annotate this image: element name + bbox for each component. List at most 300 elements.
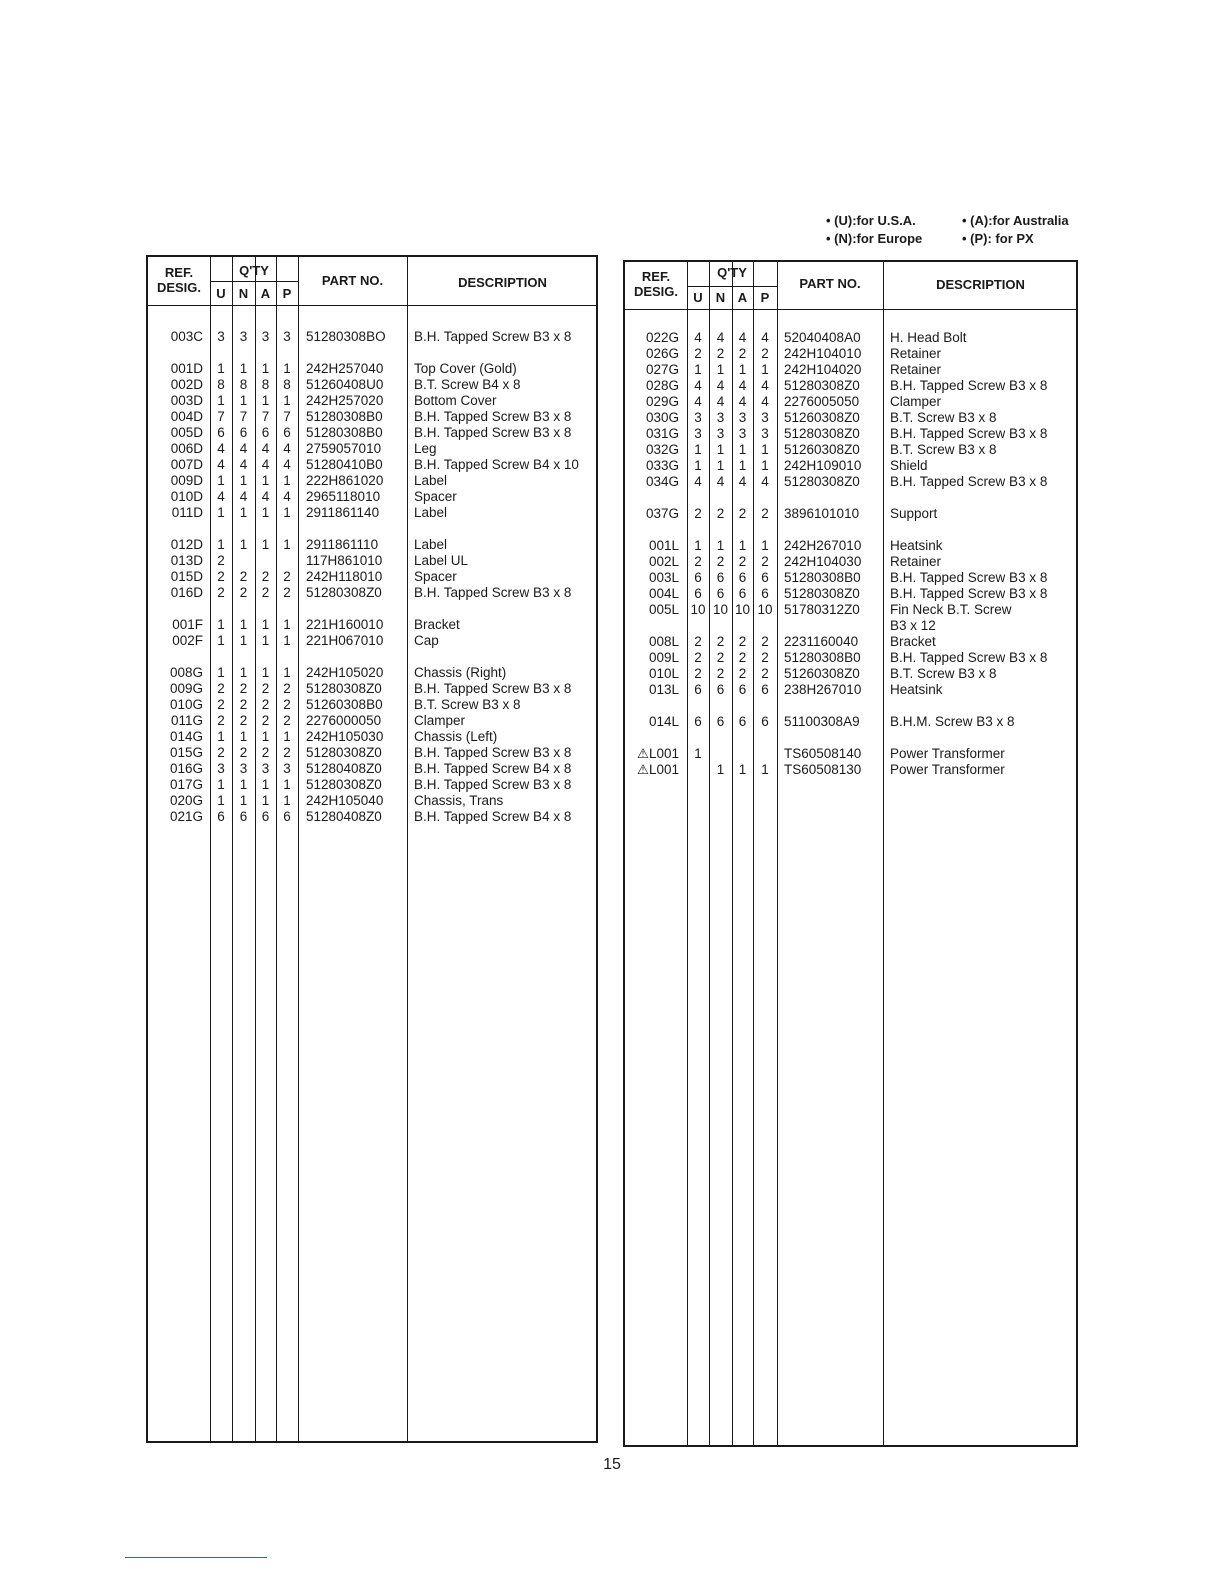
cell-ref: 029G: [645, 394, 679, 409]
cell-u: 2: [217, 697, 225, 712]
cell-p: 2: [761, 650, 769, 665]
cell-n: 1: [716, 458, 725, 473]
cell-n: 2: [239, 697, 248, 712]
cell-u: 4: [694, 394, 702, 409]
table-row: [148, 585, 596, 601]
cell-n: 7: [239, 409, 248, 424]
cell-a: 1: [261, 793, 270, 808]
cell-part: 117H861010: [306, 553, 383, 568]
cell-a: 6: [738, 714, 747, 729]
cell-p: 3: [283, 761, 291, 776]
cell-part: 51280308Z0: [306, 777, 382, 792]
cell-u: 4: [694, 378, 702, 393]
cell-part: 2759057010: [306, 441, 382, 456]
cell-part: 242H267010: [784, 538, 862, 553]
table-row: [148, 665, 596, 681]
cell-part: 2965118010: [306, 489, 381, 504]
cell-u: 1: [217, 777, 225, 792]
cell-a: 1: [261, 729, 270, 744]
table-row: [625, 458, 1076, 474]
cell-part: 3896101010: [784, 506, 860, 521]
table-row: [625, 570, 1076, 586]
cell-n: 4: [716, 378, 725, 393]
cell-desc: Label: [414, 505, 448, 520]
cell-part: 51280408Z0: [306, 761, 382, 776]
cell-ref: 033G: [645, 458, 679, 473]
cell-part: 51280308B0: [306, 409, 383, 424]
cell-a: 1: [738, 538, 747, 553]
cell-a: 6: [261, 425, 270, 440]
cell-desc: B.H. Tapped Screw B3 x 8: [414, 585, 572, 600]
cell-p: 4: [283, 457, 291, 472]
cell-u: 2: [217, 713, 225, 728]
cell-u: 1: [217, 393, 225, 408]
table-row: [625, 746, 1076, 762]
cell-n: 2: [716, 666, 725, 681]
table-row: [148, 761, 596, 777]
cell-part: 51280308Z0: [784, 474, 860, 489]
cell-desc: B.T. Screw B3 x 8: [890, 410, 997, 425]
cell-part: 51280308Z0: [306, 585, 382, 600]
cell-u: 1: [217, 537, 225, 552]
cell-n: 4: [239, 441, 248, 456]
cell-desc: Retainer: [890, 554, 942, 569]
cell-desc: B.H. Tapped Screw B3 x 8: [890, 378, 1048, 393]
cell-u: 2: [694, 634, 702, 649]
cell-p: 1: [283, 505, 291, 520]
cell-desc: B.H. Tapped Screw B3 x 8: [890, 570, 1048, 585]
cell-desc: Heatsink: [890, 682, 943, 697]
cell-a: 1: [261, 777, 270, 792]
cell-n: 1: [239, 729, 248, 744]
cell-a: 1: [261, 665, 270, 680]
cell-part: 242H105030: [306, 729, 384, 744]
cell-part: 2911861110: [306, 537, 379, 552]
table-row: [148, 809, 596, 825]
cell-a: 1: [261, 393, 270, 408]
cell-part: 2231160040: [784, 634, 859, 649]
header-desig: DESIG.: [156, 280, 202, 295]
legend-usa: • (U):for U.S.A.: [826, 213, 916, 228]
cell-part: 222H861020: [306, 473, 384, 488]
legend-px: • (P): for PX: [962, 231, 1034, 246]
cell-part: 51280308Z0: [306, 681, 382, 696]
cell-u: 4: [217, 489, 225, 504]
table-row: [148, 793, 596, 809]
cell-u: 1: [217, 633, 225, 648]
cell-ref: 001F: [172, 617, 203, 632]
table-row: [148, 729, 596, 745]
cell-a: 4: [261, 441, 270, 456]
table-row: [148, 361, 596, 377]
cell-n: 1: [239, 777, 248, 792]
legend-europe: • (N):for Europe: [826, 231, 923, 246]
table-row: [625, 618, 1076, 634]
cell-part: 242H257020: [306, 393, 384, 408]
cell-part: 221H067010: [306, 633, 384, 648]
cell-desc: B.H. Tapped Screw B4 x 8: [414, 809, 572, 824]
cell-desc: Clamper: [890, 394, 942, 409]
cell-a: 2: [738, 666, 747, 681]
header-p: P: [760, 290, 770, 305]
cell-p: 1: [283, 633, 291, 648]
cell-ref: 010G: [169, 697, 203, 712]
cell-part: 242H104030: [784, 554, 862, 569]
cell-desc: Retainer: [890, 346, 942, 361]
cell-n: 2: [716, 650, 725, 665]
legend-australia: • (A):for Australia: [962, 213, 1069, 228]
cell-desc: Bottom Cover: [414, 393, 497, 408]
table-row: [625, 554, 1076, 570]
header-part-no: PART NO.: [799, 276, 861, 291]
cell-ref: 012D: [170, 537, 203, 552]
cell-n: 2: [239, 681, 248, 696]
cell-p: 2: [283, 569, 291, 584]
cell-n: 6: [239, 425, 248, 440]
cell-p: 1: [761, 458, 769, 473]
cell-ref: 026G: [645, 346, 679, 361]
cell-u: 2: [217, 553, 225, 568]
cell-ref: 008L: [648, 634, 679, 649]
cell-a: 2: [261, 745, 270, 760]
table-row: [625, 682, 1076, 698]
cell-desc: Fin Neck B.T. Screw: [890, 602, 1012, 617]
cell-desc: B.H. Tapped Screw B3 x 8: [890, 586, 1048, 601]
table-row: [148, 441, 596, 457]
cell-ref: 004L: [648, 586, 679, 601]
cell-desc: B.H. Tapped Screw B3 x 8: [414, 745, 572, 760]
cell-u: 10: [690, 602, 706, 617]
cell-a: 1: [738, 442, 747, 457]
cell-u: 2: [217, 585, 225, 600]
cell-part: 242H104020: [784, 362, 862, 377]
cell-n: 2: [716, 506, 725, 521]
cell-desc: B.H. Tapped Screw B3 x 8: [890, 650, 1048, 665]
cell-part: TS60508130: [784, 762, 862, 777]
cell-ref: 002L: [648, 554, 679, 569]
table-row: [625, 410, 1076, 426]
cell-p: 10: [757, 602, 773, 617]
cell-a: 6: [738, 586, 747, 601]
cell-u: 2: [217, 569, 225, 584]
cell-p: 4: [283, 489, 291, 504]
cell-u: 1: [217, 361, 225, 376]
cell-a: 3: [738, 426, 747, 441]
cell-a: 1: [261, 617, 270, 632]
cell-desc: B.H. Tapped Screw B3 x 8: [890, 426, 1048, 441]
cell-ref: 003D: [170, 393, 203, 408]
header-a: A: [260, 286, 271, 301]
cell-part: 51260308Z0: [784, 666, 860, 681]
cell-u: 2: [694, 346, 702, 361]
cell-u: 1: [217, 473, 225, 488]
cell-desc: B.T. Screw B3 x 8: [890, 666, 997, 681]
header-qty: Q'TY: [717, 265, 747, 280]
cell-ref: 028G: [645, 378, 679, 393]
cell-desc: Cap: [414, 633, 439, 648]
cell-ref: 010D: [170, 489, 203, 504]
cell-p: 1: [283, 473, 291, 488]
cell-part: 51280410B0: [306, 457, 383, 472]
cell-p: 1: [283, 665, 291, 680]
table-row: [148, 329, 596, 345]
table-row: [148, 425, 596, 441]
cell-ref: 011G: [170, 713, 203, 728]
cell-part: TS60508140: [784, 746, 862, 761]
cell-a: 2: [738, 650, 747, 665]
header-part-no: PART NO.: [321, 273, 384, 288]
cell-part: 52040408A0: [784, 330, 861, 345]
cell-u: 6: [694, 586, 702, 601]
cell-p: 2: [761, 506, 769, 521]
cell-p: 8: [283, 377, 291, 392]
cell-ref: 004D: [170, 409, 203, 424]
cell-ref: ⚠L001: [636, 762, 679, 777]
cell-n: 8: [239, 377, 248, 392]
cell-a: 2: [738, 634, 747, 649]
cell-u: 1: [217, 793, 225, 808]
cell-desc: B3 x 12: [890, 618, 936, 633]
table-row: [625, 650, 1076, 666]
cell-part: 242H109010: [784, 458, 862, 473]
cell-part: 51280308Z0: [306, 745, 382, 760]
cell-p: 7: [283, 409, 291, 424]
cell-ref: 013D: [170, 553, 203, 568]
cell-desc: Top Cover (Gold): [414, 361, 517, 376]
cell-n: 2: [239, 745, 248, 760]
cell-u: 4: [694, 474, 702, 489]
table-row: [148, 409, 596, 425]
cell-u: 1: [217, 665, 225, 680]
cell-ref: 008G: [169, 665, 203, 680]
cell-part: 242H105020: [306, 665, 384, 680]
cell-p: 1: [761, 362, 769, 377]
cell-ref: 030G: [645, 410, 679, 425]
table-row: [625, 394, 1076, 410]
cell-a: 1: [261, 537, 270, 552]
cell-n: 1: [239, 633, 248, 648]
table-row: [148, 473, 596, 489]
table-row: [148, 393, 596, 409]
cell-ref: ⚠L001: [636, 746, 679, 761]
cell-n: 4: [239, 457, 248, 472]
cell-u: 8: [217, 377, 225, 392]
cell-desc: B.T. Screw B4 x 8: [414, 377, 521, 392]
table-row: [148, 697, 596, 713]
cell-a: 1: [738, 458, 747, 473]
cell-n: 1: [716, 538, 725, 553]
cell-u: 1: [217, 617, 225, 632]
cell-p: 6: [761, 570, 769, 585]
cell-a: 6: [738, 682, 747, 697]
cell-ref: 013L: [648, 682, 679, 697]
cell-ref: 001L: [648, 538, 679, 553]
cell-n: 1: [239, 473, 248, 488]
cell-n: 4: [716, 474, 725, 489]
cell-ref: 027G: [645, 362, 679, 377]
table-row: [625, 442, 1076, 458]
cell-u: 6: [217, 809, 225, 824]
cell-u: 3: [217, 329, 225, 344]
parts-table-left: [146, 255, 598, 1443]
cell-u: 1: [694, 746, 702, 761]
cell-desc: Bracket: [414, 617, 460, 632]
cell-desc: Chassis (Right): [414, 665, 507, 680]
cell-desc: B.H. Tapped Screw B3 x 8: [414, 777, 572, 792]
cell-n: 6: [716, 586, 725, 601]
table-row: [148, 713, 596, 729]
header-qty: Q'TY: [239, 263, 269, 278]
cell-n: 1: [239, 793, 248, 808]
cell-u: 1: [694, 362, 702, 377]
cell-a: 1: [738, 362, 747, 377]
cell-part: 242H104010: [784, 346, 862, 361]
cell-u: 2: [694, 666, 702, 681]
cell-u: 2: [694, 650, 702, 665]
cell-n: 1: [239, 537, 248, 552]
table-row: [625, 346, 1076, 362]
cell-desc: Spacer: [414, 569, 457, 584]
cell-u: 2: [694, 554, 702, 569]
cell-part: 242H105040: [306, 793, 384, 808]
cell-a: 4: [738, 474, 747, 489]
header-u: U: [693, 290, 703, 305]
cell-desc: B.H. Tapped Screw B3 x 8: [414, 681, 572, 696]
cell-part: 51280408Z0: [306, 809, 382, 824]
cell-p: 3: [283, 329, 291, 344]
cell-n: 6: [716, 714, 725, 729]
cell-p: 1: [283, 777, 291, 792]
cell-desc: Spacer: [414, 489, 457, 504]
cell-u: 6: [694, 714, 702, 729]
cell-p: 2: [761, 666, 769, 681]
cell-a: 4: [261, 489, 270, 504]
cell-u: 6: [217, 425, 225, 440]
cell-ref: 001D: [170, 361, 203, 376]
cell-part: 2276000050: [306, 713, 382, 728]
cell-n: 2: [716, 554, 725, 569]
cell-a: 1: [261, 633, 270, 648]
cell-ref: 022G: [645, 330, 679, 345]
cell-n: 4: [716, 330, 725, 345]
cell-ref: 032G: [645, 442, 679, 457]
cell-p: 3: [761, 410, 769, 425]
cell-n: 2: [716, 346, 725, 361]
cell-ref: 011D: [171, 505, 203, 520]
cell-ref: 031G: [645, 426, 679, 441]
table-row: [148, 489, 596, 505]
cell-a: 2: [738, 346, 747, 361]
parts-table-right: [623, 260, 1078, 1447]
cell-u: 3: [694, 410, 702, 425]
cell-p: 3: [761, 426, 769, 441]
cell-n: 1: [239, 361, 248, 376]
cell-ref: 015G: [169, 745, 203, 760]
cell-desc: Label UL: [414, 553, 469, 568]
cell-p: 1: [761, 762, 769, 777]
cell-n: 4: [239, 489, 248, 504]
table-row: [625, 586, 1076, 602]
cell-desc: Clamper: [414, 713, 466, 728]
cell-p: 1: [283, 729, 291, 744]
cell-part: 51280308BO: [306, 329, 386, 344]
cell-ref: 037G: [645, 506, 679, 521]
cell-a: 1: [261, 505, 270, 520]
header-description: DESCRIPTION: [458, 275, 547, 290]
cell-part: 51280308B0: [784, 570, 861, 585]
cell-n: 6: [239, 809, 248, 824]
cell-u: 1: [694, 538, 702, 553]
cell-p: 6: [761, 714, 769, 729]
cell-n: 1: [239, 505, 248, 520]
cell-p: 2: [283, 585, 291, 600]
cell-n: 1: [239, 617, 248, 632]
cell-a: 2: [261, 681, 270, 696]
cell-n: 1: [239, 393, 248, 408]
cell-a: 3: [261, 329, 270, 344]
cell-u: 3: [217, 761, 225, 776]
table-row: [625, 362, 1076, 378]
cell-a: 10: [734, 602, 751, 617]
cell-desc: B.H. Tapped Screw B4 x 8: [414, 761, 572, 776]
cell-n: 1: [716, 762, 725, 777]
table-row: [625, 666, 1076, 682]
footer-rule: [125, 1557, 267, 1558]
cell-desc: B.H. Tapped Screw B4 x 10: [414, 457, 579, 472]
cell-u: 2: [217, 745, 225, 760]
table-row: [625, 634, 1076, 650]
table-row: [148, 505, 596, 521]
table-row: [625, 378, 1076, 394]
header-a: A: [737, 290, 748, 305]
cell-ref: 002F: [172, 633, 203, 648]
cell-p: 1: [283, 393, 291, 408]
table-row: [625, 714, 1076, 730]
cell-n: 6: [716, 570, 725, 585]
header-p: P: [282, 286, 292, 301]
cell-a: 1: [261, 473, 270, 488]
cell-desc: B.H.M. Screw B3 x 8: [890, 714, 1015, 729]
table-row: [625, 602, 1076, 618]
cell-a: 1: [261, 361, 270, 376]
cell-ref: 010L: [648, 666, 679, 681]
cell-p: 2: [283, 713, 291, 728]
cell-desc: Heatsink: [890, 538, 943, 553]
cell-a: 4: [261, 457, 270, 472]
cell-n: 1: [716, 362, 725, 377]
cell-p: 4: [283, 441, 291, 456]
cell-part: 51100308A9: [784, 714, 860, 729]
cell-part: 51280308Z0: [784, 426, 860, 441]
cell-part: 51260308Z0: [784, 410, 860, 425]
cell-n: 1: [239, 665, 248, 680]
cell-a: 6: [738, 570, 747, 585]
cell-desc: Label: [414, 537, 448, 552]
table-row: [625, 506, 1076, 522]
cell-part: 51260308Z0: [784, 442, 860, 457]
cell-n: 6: [716, 682, 725, 697]
cell-part: 238H267010: [784, 682, 862, 697]
cell-n: 2: [716, 634, 725, 649]
cell-part: 242H118010: [306, 569, 383, 584]
cell-n: 2: [239, 585, 248, 600]
cell-u: 2: [217, 681, 225, 696]
cell-p: 2: [283, 745, 291, 760]
cell-a: 1: [738, 762, 747, 777]
cell-part: 51280308Z0: [784, 586, 860, 601]
cell-a: 2: [738, 506, 747, 521]
cell-part: 51260308B0: [306, 697, 383, 712]
